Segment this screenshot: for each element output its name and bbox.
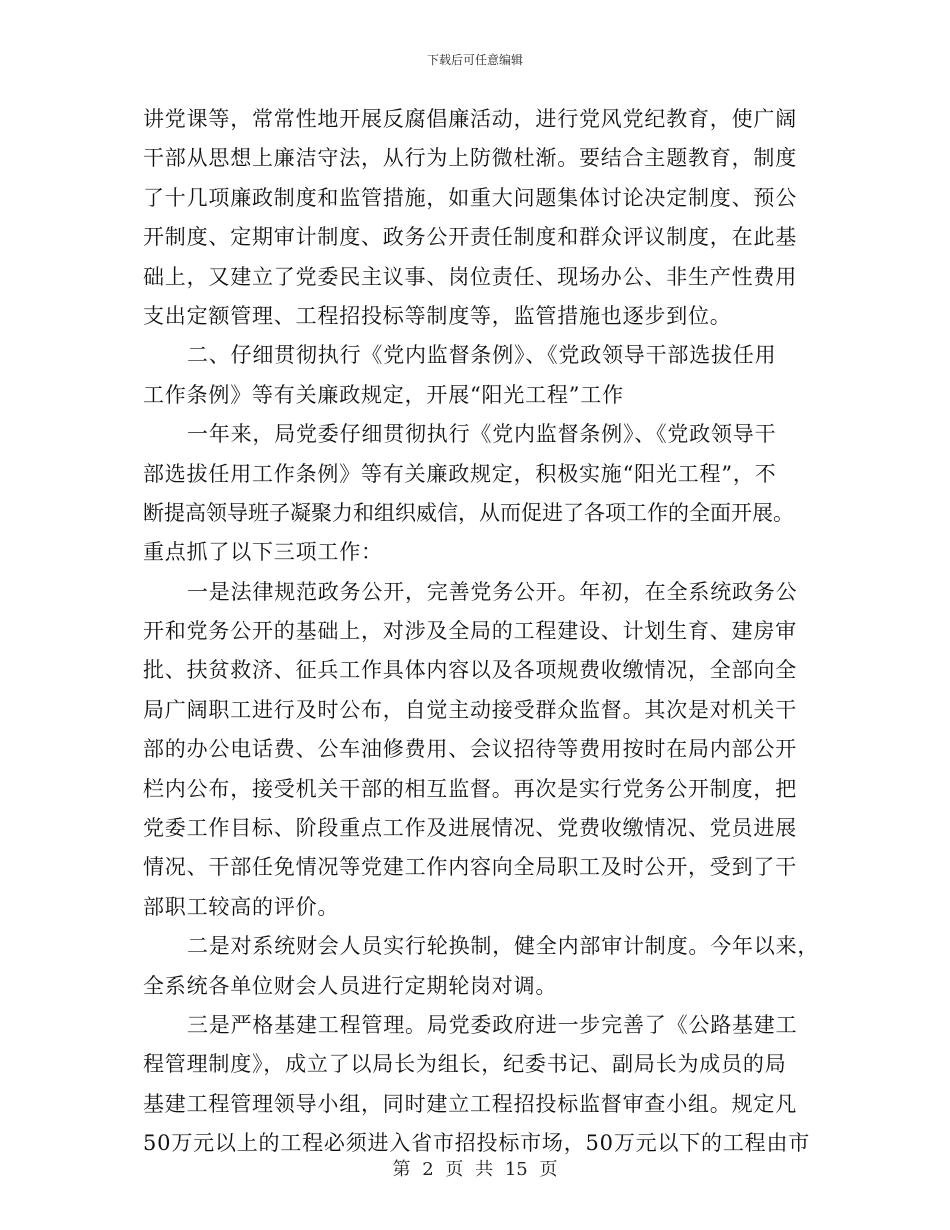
page-number-footer: 第 2 页 共 15 页 (392, 1159, 558, 1180)
text-line: 讲党课等，常常性地开展反腐倡廉活动，进行党风党纪教育，使广阔 (143, 107, 797, 131)
section-heading-line: 工作条例》等有关廉政规定，开展“阳光工程”工作 (143, 382, 624, 407)
paragraph-start-line: 一是法律规范政务公开，完善党务公开。年初，在全系统政务公 (187, 579, 798, 604)
text-line: 部选拔任用工作条例》等有关廉政规定，积极实施“阳光工程”，不 (143, 461, 777, 486)
text-line: 情况、干部任免情况等党建工作内容向全局职工及时公开，受到了干 (143, 855, 797, 880)
page-header-note: 下载后可任意编辑 (426, 53, 523, 67)
text-line: 批、扶贫救济、征兵工作具体内容以及各项规费收缴情况，全部向全 (143, 658, 797, 683)
text-line: 了十几项廉政制度和监管措施，如重大问题集体讨论决定制度、预公 (143, 185, 797, 210)
text-line: 局广阔职工进行及时公布，自觉主动接受群众监督。其次是对机关干 (143, 697, 797, 722)
text-line: 干部从思想上廉洁守法，从行为上防微杜渐。要结合主题教育，制度 (143, 146, 797, 171)
text-line: 部职工较高的评价。 (143, 894, 340, 919)
text-line: 党委工作目标、阶段重点工作及进展情况、党费收缴情况、党员进展 (143, 816, 797, 841)
document-body (143, 100, 820, 1164)
paragraph-start-line: 三是严格基建工程管理。局党委政府进一步完善了《公路基建工 (187, 1012, 798, 1037)
text-line: 部的办公电话费、公车油修费用、会议招待等费用按时在局内部公开 (143, 737, 797, 762)
text-line: 开制度、定期审计制度、政务公开责任制度和群众评议制度，在此基 (143, 225, 797, 250)
paragraph-start-line: 二是对系统财会人员实行轮换制，健全内部审计制度。今年以来， (187, 934, 820, 959)
text-line: 栏内公布，接受机关干部的相互监督。再次是实行党务公开制度，把 (143, 776, 797, 801)
text-line: 重点抓了以下三项工作： (143, 540, 383, 565)
text-line: 基建工程管理领导小组，同时建立工程招投标监督审查小组。规定凡 (143, 1091, 797, 1116)
paragraph-start-line: 一年来，局党委仔细贯彻执行《党内监督条例》、《党政领导干 (187, 422, 777, 447)
text-line: 断提高领导班子凝聚力和组织威信，从而促进了各项工作的全面开展。 (143, 500, 794, 525)
text-line: 支出定额管理、工程招投标等制度等，监管措施也逐步到位。 (143, 303, 732, 328)
section-heading-line: 二、仔细贯彻执行《党内监督条例》、《党政领导干部选拔任用 (187, 343, 777, 368)
text-line: 础上，又建立了党委民主议事、岗位责任、现场办公、非生产性费用 (143, 264, 797, 289)
text-line: 开和党务公开的基础上，对涉及全局的工程建设、计划生育、建房审 (143, 619, 797, 644)
text-line: 全系统各单位财会人员进行定期轮岗对调。 (143, 973, 558, 998)
text-line: 50万元以上的工程必须进入省市招投标市场，50万元以下的工程由市 (143, 1131, 811, 1156)
text-line: 程管理制度》，成立了以局长为组长，纪委书记、副局长为成员的局 (143, 1052, 787, 1077)
